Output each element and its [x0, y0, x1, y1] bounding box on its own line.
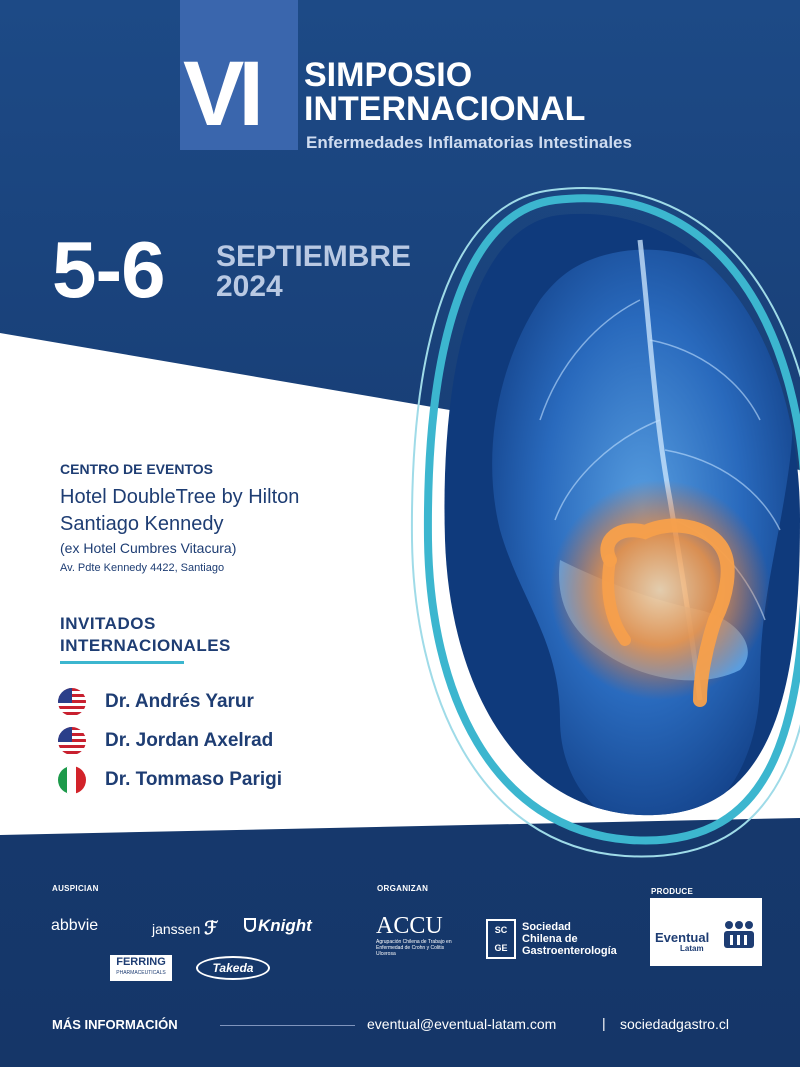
knight-logo [244, 916, 312, 936]
eventual-logo [650, 898, 762, 966]
title-line-1: SIMPOSIO [304, 56, 473, 94]
event-days: 5-6 [52, 225, 165, 314]
venue-former-name: (ex Hotel Cumbres Vitacura) [60, 540, 237, 556]
italy-flag-icon [58, 766, 86, 794]
contact-separator: | [602, 1015, 606, 1031]
sociedad-text [522, 921, 617, 957]
abbvie-logo: abbvie [51, 917, 99, 934]
guest-item [58, 688, 254, 716]
usa-flag-icon [58, 727, 86, 755]
venue-name-line-2: Santiago Kennedy [60, 513, 224, 535]
usa-flag-icon [58, 688, 86, 716]
venue-name-line-1: Hotel DoubleTree by Hilton [60, 486, 300, 508]
janssen-logo [152, 918, 218, 939]
accu-wordmark: ACCU [376, 913, 443, 939]
title-line-2: INTERNACIONAL [304, 90, 586, 128]
more-info-label: MÁS INFORMACIÓN [52, 1017, 178, 1032]
sociedad-emblem-icon: SC GE [486, 919, 516, 959]
guest-name: Dr. Tommaso Parigi [105, 769, 283, 790]
ferring-wordmark: FERRING [116, 956, 166, 968]
eventual-wordmark: Eventual [655, 930, 710, 945]
knight-wordmark: Knight [258, 916, 312, 935]
eventual-people-icon [722, 920, 756, 950]
eventual-latam: Latam [680, 944, 704, 953]
auspician-label: AUSPICIAN [52, 884, 99, 893]
accu-logo [376, 913, 458, 957]
takeda-logo: Takeda [196, 956, 270, 980]
guests-heading-line-2: INTERNACIONALES [60, 636, 231, 655]
sociedad-logo [486, 919, 617, 959]
ferring-logo [110, 955, 172, 981]
venue-label: CENTRO DE EVENTOS [60, 461, 213, 477]
guest-name: Dr. Jordan Axelrad [105, 730, 274, 751]
event-subtitle: Enfermedades Inflamatorias Intestinales [306, 133, 632, 152]
organizan-label: ORGANIZAN [377, 884, 429, 893]
janssen-swoosh-icon: ℱ [204, 918, 219, 938]
janssen-wordmark: janssen [152, 921, 201, 937]
guest-item [58, 727, 273, 755]
sociedad-line-3: Gastroenterología [522, 945, 617, 957]
contact-website[interactable]: sociedadgastro.cl [620, 1016, 729, 1032]
event-month: SEPTIEMBRE [216, 240, 412, 273]
sociedad-line-1: Sociedad [522, 921, 571, 933]
ferring-subtitle: PHARMACEUTICALS [116, 970, 166, 976]
venue-address: Av. Pdte Kennedy 4422, Santiago [60, 562, 225, 574]
guests-heading-line-1: INVITADOS [60, 614, 156, 633]
more-info-divider [220, 1025, 355, 1026]
accu-caption: Agrupación Chilena de Trabajo en Enfermedad de Crohn y Colitis Ulcerosa [376, 939, 452, 957]
guests-heading-underline [60, 661, 184, 664]
edition-numeral: VI [183, 43, 258, 145]
produce-label: PRODUCE [651, 887, 694, 896]
event-year: 2024 [216, 270, 283, 303]
sociedad-line-2: Chilena de [522, 933, 578, 945]
knight-shield-icon [244, 918, 256, 932]
contact-email[interactable]: eventual@eventual-latam.com [367, 1016, 557, 1032]
guest-item [58, 766, 282, 794]
guest-name: Dr. Andrés Yarur [105, 691, 254, 712]
